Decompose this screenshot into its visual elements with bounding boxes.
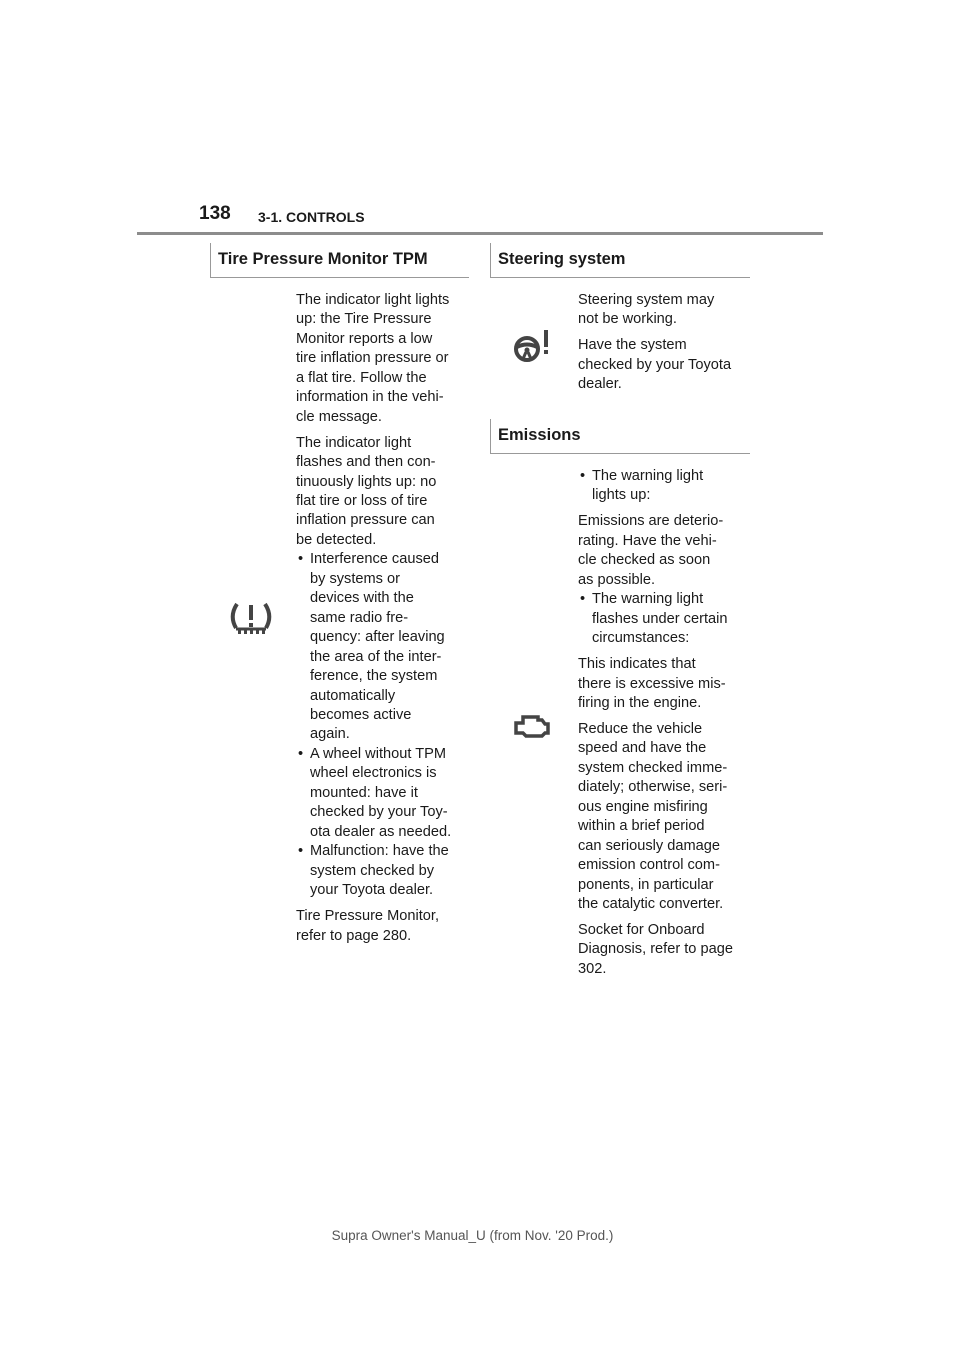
text-line: inflation pressure can <box>296 512 435 529</box>
text-line: system checked imme- <box>578 759 728 776</box>
text-line: becomes active <box>310 707 412 724</box>
paragraph <box>578 655 758 713</box>
text-line: flashes and then con- <box>296 454 436 471</box>
text-line: diately; otherwise, seri- <box>578 779 728 796</box>
text-line: cle message. <box>296 408 382 425</box>
text-line: the area of the inter- <box>310 648 442 665</box>
text-line: automatically <box>310 687 396 704</box>
text-line: Tire Pressure Monitor, <box>296 908 440 925</box>
header-rule <box>137 232 823 235</box>
text-line: flashes under certain <box>592 610 728 627</box>
page-number: 138 <box>199 203 231 224</box>
text-line: can seriously damage <box>578 837 720 854</box>
emissions-description <box>578 467 758 986</box>
chapter-title: 3-1. CONTROLS <box>258 209 365 225</box>
text-line: lights up: <box>592 487 651 504</box>
text-line: mounted: have it <box>310 784 418 801</box>
text-line: devices with the <box>310 590 414 607</box>
text-line: not be working. <box>578 311 677 328</box>
paragraph <box>578 336 758 394</box>
bullet-item <box>578 590 758 648</box>
paragraph <box>296 907 476 946</box>
text-line: quency: after leaving <box>310 629 445 646</box>
text-line: speed and have the <box>578 740 707 757</box>
text-line: circumstances: <box>592 630 690 647</box>
section-title: Tire Pressure Monitor TPM <box>218 250 428 268</box>
text-line: Reduce the vehicle <box>578 720 703 737</box>
text-line: • Interference caused <box>310 551 439 568</box>
text-line: ota dealer as needed. <box>310 823 452 840</box>
text-line: • The warning light <box>592 591 704 608</box>
text-line: again. <box>310 726 350 743</box>
text-line: a flat tire. Follow the <box>296 369 427 386</box>
text-line: The indicator light lights <box>296 292 450 308</box>
section-title: Steering system <box>498 250 626 268</box>
text-line: checked by your Toyota <box>578 356 732 373</box>
text-line: dealer. <box>578 376 622 393</box>
text-line: rating. Have the vehi- <box>578 532 717 549</box>
text-line: ous engine misfiring <box>578 798 708 815</box>
text-line: information in the vehi- <box>296 389 444 406</box>
text-line: Diagnosis, refer to page <box>578 941 733 958</box>
text-line: wheel electronics is <box>310 765 437 782</box>
text-line: ference, the system <box>310 668 438 685</box>
steering-warning-icon <box>512 328 554 364</box>
text-line: be detected. <box>296 531 377 548</box>
text-line: firing in the engine. <box>578 694 702 711</box>
check-engine-icon <box>514 713 554 739</box>
tire-pressure-warning-icon <box>228 600 274 642</box>
text-line: flat tire or loss of tire <box>296 493 428 510</box>
text-line: • A wheel without TPM <box>310 745 447 762</box>
bullet-item <box>296 745 476 842</box>
bullet-item <box>296 842 476 900</box>
text-line: as possible. <box>578 571 656 588</box>
text-line: there is excessive mis- <box>578 675 726 692</box>
text-line: system checked by <box>310 862 435 879</box>
paragraph <box>296 434 476 551</box>
text-line: • Malfunction: have the <box>310 843 449 860</box>
page-footer: Supra Owner's Manual_U (from Nov. '20 Prod.) <box>331 1228 614 1243</box>
text-line: 302. <box>578 960 607 977</box>
paragraph <box>296 291 476 427</box>
text-line: • The warning light <box>592 468 704 484</box>
text-line: Have the system <box>578 337 687 354</box>
text-line: Emissions are deterio- <box>578 513 724 530</box>
text-line: within a brief period <box>578 818 705 835</box>
text-line: checked by your Toy- <box>310 804 448 821</box>
section-heading-tpm <box>210 243 469 278</box>
paragraph <box>578 921 758 979</box>
text-line: emission control com- <box>578 857 720 874</box>
text-line: refer to page 280. <box>296 927 412 944</box>
text-line: same radio fre- <box>310 609 409 626</box>
text-line: tinuously lights up: no <box>296 473 437 490</box>
text-line: tire inflation pressure or <box>296 350 449 367</box>
text-line: Socket for Onboard <box>578 921 705 938</box>
text-line: Monitor reports a low <box>296 330 433 347</box>
text-line: up: the Tire Pressure <box>296 311 432 328</box>
text-line: cle checked as soon <box>578 552 711 569</box>
tpm-description <box>296 291 476 952</box>
text-line: ponents, in particular <box>578 876 714 893</box>
text-line: The indicator light <box>296 434 412 451</box>
text-line: by systems or <box>310 570 401 587</box>
text-line: Steering system may <box>578 292 715 308</box>
text-line: your Toyota dealer. <box>310 882 434 899</box>
bullet-item <box>296 550 476 745</box>
steering-description <box>578 291 758 401</box>
paragraph <box>578 720 758 915</box>
text-line: This indicates that <box>578 656 696 673</box>
section-heading-steering <box>490 243 750 278</box>
bullet-item <box>578 467 758 506</box>
paragraph <box>578 512 758 590</box>
text-line: the catalytic converter. <box>578 896 724 913</box>
section-heading-emissions <box>490 419 750 454</box>
paragraph <box>578 291 758 330</box>
section-title: Emissions <box>498 426 581 444</box>
